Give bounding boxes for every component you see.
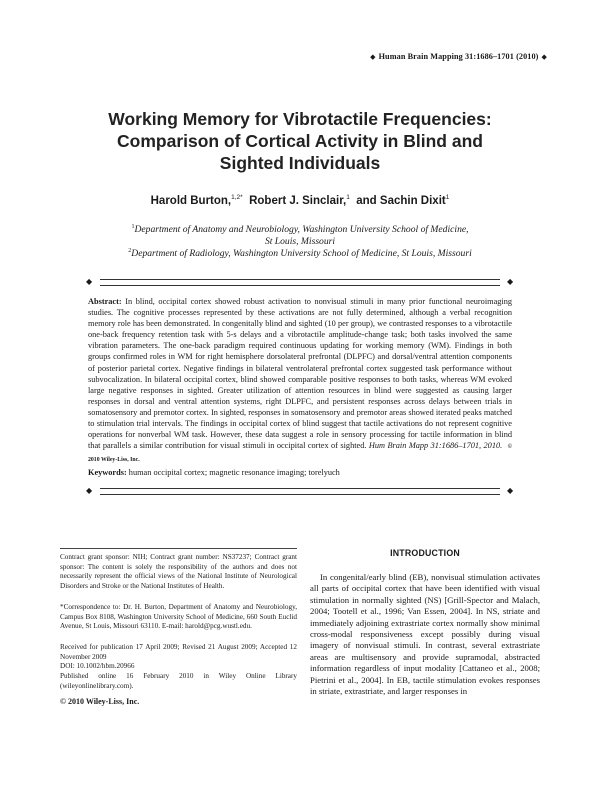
abstract-text: In blind, occipital cortex showed robust activation to nonvisual stimuli in many prior functional neuroimaging studies. The cognitive processes represented by these activations are not fully determined, although a verbal recognition memory role has been demonstrated. In congenitally blind and sighted (10 per group), we contrasted responses to a vibrotactile one-back frequency retention task with 5-s delays and a vibrotactile amplitude-change task; both tasks involved the same vibration parameters. The one-back paradigm required continuous updating for working memory (WM). Findings in both groups confirmed roles in WM for right hemisphere dorsolateral prefrontal (DLPFC) and dorsal/ventral attention components of posterior parietal cortex. Negative findings in bilateral ventrolateral prefrontal cortex suggested task performance without subvocalization. In bilateral occipital cortex, blind showed comparable positive responses to both tasks, whereas WM evoked large negative responses in sighted. Greater utilization of attention resources in blind were suggested as causing larger responses in dorsal and ventral attention systems, right DLPFC, and persistent responses across delays between trials in somatosensory and premotor cortex. In sighted, responses in somatosensory and premotor areas showed iterated peaks matched to stimulation trial intervals. The findings in occipital cortex of blind suggest that tactile activations do not represent cognitive operations for nonverbal WM task. However, these data suggest a role in sensory processing for tactile information in blind that parallels a similar contribution for visual stimuli in occipital cortex of sighted. (88, 297, 513, 451)
footnote-correspondence: *Correspondence to: Dr. H. Burton, Department of Anatomy and Neurobiology, Campus Box 8108, Washington University School of Medicine, 660 South Euclid Avenue, St Louis, Missouri 63110. E-mail: harold@pcg.wustl.edu. (60, 603, 297, 631)
divider-rule (100, 488, 500, 495)
divider-rule (100, 279, 500, 286)
footnote-doi: DOI: 10.1002/hbm.20966 (60, 662, 135, 670)
diamond-icon: ◆ (86, 277, 93, 286)
article-title (60, 108, 540, 174)
abstract (88, 296, 512, 466)
introduction-paragraph: In congenital/early blind (EB), nonvisual stimulation activates all parts of occipital cortex that have been identified with visual stimulation in normally sighted (NS) [Grill-Spector and Malach, 2004; Tootell et al., 1996; Van Essen, 2004]. In NS, striate and immediately adjoining extrastriate cortex normally show minimal cross-modal responsiveness except possibly during visual imagery of nonvisual stimuli. In contrast, several extrastriate areas are multisensory and provide supramodal, abstracted information regardless of input modality [Cattaneo et al., 2008; Pietrini et al., 2004]. In EB, tactile stimulation evokes responses in striate, extrastriate, and larger responses in (310, 572, 540, 697)
footnote-grant: Contract grant sponsor: NIH; Contract grant number: NS37237; Contract grant sponsor: The content is solely the responsibility of the authors and does not necessarily represent the official views of the National Institute of Neurological Disorders and Stroke or the National Institutes of Health. (60, 553, 297, 590)
affiliation-text: Department of Anatomy and Neurobiology, Washington University School of Medicine, (134, 224, 469, 236)
abstract-copyright: © 2010 Wiley-Liss, Inc. (88, 444, 512, 464)
author-name: Harold Burton, (150, 194, 232, 207)
footnote-received: Received for publication 17 April 2009; Revised 21 August 2009; Accepted 12 November 2009 (60, 643, 297, 661)
diamond-icon: ◆ (541, 53, 547, 61)
keywords-text: human occipital cortex; magnetic resonance imaging; torelyuch (128, 468, 340, 477)
section-heading: INTRODUCTION (390, 548, 460, 558)
affiliation-text: Department of Radiology, Washington University School of Medicine, St Louis, Missouri (131, 248, 472, 260)
affiliation-text: St Louis, Missouri (264, 236, 336, 248)
affiliation (60, 245, 540, 260)
author-affiliation-mark: 1 (445, 194, 450, 201)
author-name: and Sachin Dixit (356, 194, 446, 207)
journal-reference: Human Brain Mapping 31:1686–1701 (2010) (378, 52, 539, 61)
keywords-label: Keywords: (88, 468, 127, 477)
journal-header (367, 52, 550, 61)
author-affiliation-mark: 1,2* (231, 194, 243, 201)
diamond-icon: ◆ (507, 486, 514, 495)
abstract-label: Abstract: (88, 297, 122, 306)
affiliation-mark: 1 (131, 224, 135, 230)
diamond-icon: ◆ (507, 277, 514, 286)
author-name: Robert J. Sinclair, (249, 194, 347, 207)
diamond-icon: ◆ (86, 486, 93, 495)
copyright-notice: © 2010 Wiley-Liss, Inc. (60, 697, 140, 706)
footnote-rule (60, 548, 297, 549)
keywords (88, 467, 512, 478)
diamond-icon: ◆ (370, 53, 376, 61)
abstract-citation: Hum Brain Mapp 31:1686–1701, 2010. (368, 441, 503, 451)
title-line: Working Memory for Vibrotactile Frequencies: (108, 109, 492, 129)
author-list (60, 194, 540, 207)
footnote-published: Published online 16 February 2010 in Wiley Online Library (wileyonlinelibrary.com). (60, 672, 297, 690)
author-affiliation-mark: 1 (346, 194, 350, 201)
title-line: Sighted Individuals (219, 153, 381, 173)
affiliation-mark: 2 (128, 248, 132, 254)
title-line: Comparison of Cortical Activity in Blind and (117, 131, 483, 151)
